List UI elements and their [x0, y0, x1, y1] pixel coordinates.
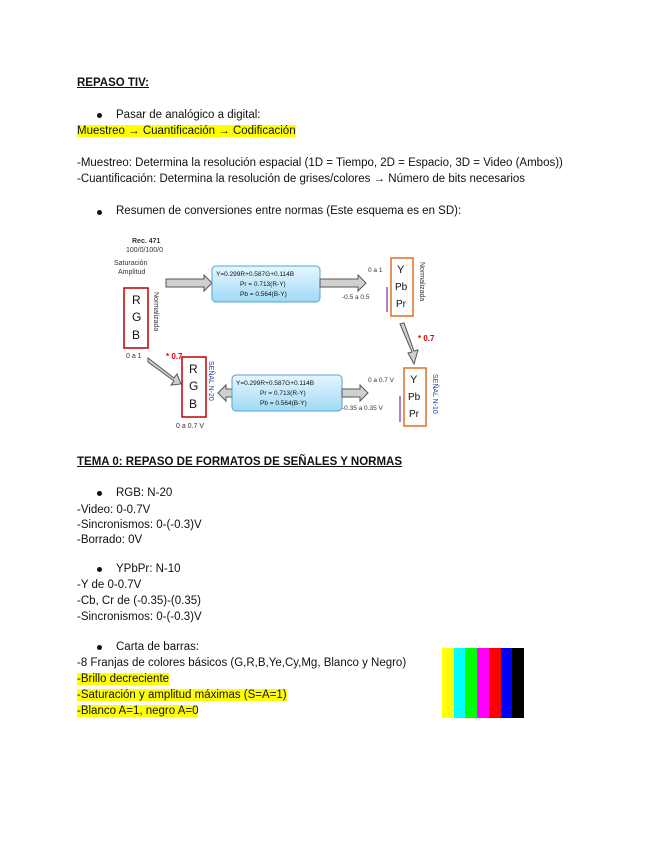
ypbpr-heading: YPbPr: N-10 — [116, 563, 181, 575]
ypbpr-line-2: -Cb, Cr de (-0.35)-(0.35) — [77, 595, 201, 607]
range-c-bottom: -0.35 a 0.35 V — [342, 405, 383, 412]
arrow-diagonal-left — [148, 358, 181, 385]
factor-right: * 0.7 — [418, 334, 435, 343]
eq-pr-top: Pr = 0.713(R-Y) — [240, 281, 286, 288]
eq-pb-bottom: Pb = 0.564(B-Y) — [260, 400, 307, 407]
bullet-dot — [97, 491, 102, 496]
range-y-bottom: 0 a 0.7 V — [368, 377, 395, 384]
eq-y-bottom: Y=0.299R+0.587G+0.114B — [236, 380, 315, 387]
rec-values: 100/0/100/0 — [126, 247, 163, 254]
carta-hl-2: -Saturación y amplitud máximas (S=A=1) — [77, 689, 287, 701]
saturacion-label: Saturación — [114, 260, 148, 267]
senal-n10-label: SEÑAL N-10 — [431, 374, 438, 414]
rgb2-r: R — [189, 362, 198, 376]
ypbpr2-y: Y — [410, 374, 418, 386]
color-bar — [477, 648, 489, 718]
arrow-bottom-right — [342, 385, 368, 401]
bullet-dot — [97, 645, 102, 650]
bullet-dot — [97, 567, 102, 572]
carta-hl-1-row — [77, 672, 169, 686]
carta-hl-2-row — [77, 688, 287, 702]
ypbpr2-pr: Pr — [409, 409, 419, 420]
eq-pb-top: Pb = 0.564(B-Y) — [240, 291, 287, 298]
ypbpr1-pr: Pr — [396, 299, 406, 310]
rgb2-b: B — [189, 397, 198, 411]
color-bar — [512, 648, 524, 718]
rgb-line-1: -Video: 0-0.7V — [77, 504, 151, 516]
rgb-line-3: -Borrado: 0V — [77, 534, 143, 546]
carta-hl-3: -Blanco A=1, negro A=0 — [77, 705, 199, 717]
eq-pr-bottom: Pr = 0.713(R-Y) — [260, 390, 306, 397]
color-bars — [442, 648, 524, 718]
rgb1-b: B — [132, 328, 141, 342]
ypbpr1-pb: Pb — [395, 282, 408, 293]
carta-hl-3-row — [77, 704, 198, 718]
conversion-diagram — [108, 232, 468, 432]
carta-line: -8 Franjas de colores básicos (G,R,B,Ye,Cy,Mg, Blanco y Negro) — [77, 657, 407, 669]
ypbpr2-pb: Pb — [408, 392, 421, 403]
bullet-analog-digital: Pasar de analógico a digital: — [116, 109, 261, 121]
carta-hl-1: -Brillo decreciente — [77, 673, 170, 685]
normalizada-label-2: Normalizada — [418, 262, 425, 302]
amplitud-label: Amplitud — [118, 269, 146, 276]
bullet-resumen: Resumen de conversiones entre normas (Este esquema es en SD): — [116, 205, 462, 217]
rgb2-g: G — [189, 379, 199, 393]
senal-n20-label: SEÑAL N-20 — [207, 361, 214, 401]
muestreo-line: -Muestreo: Determina la resolución espacial (1D = Tiempo, 2D = Espacio, 3D = Video (Ambos)) — [77, 157, 563, 169]
color-bar — [454, 648, 466, 718]
rgb-line-2: -Sincronismos: 0-(-0.3)V — [77, 519, 202, 531]
color-bar — [489, 648, 501, 718]
rec-title: Rec. 471 — [132, 238, 161, 245]
carta-heading: Carta de barras: — [116, 641, 200, 653]
color-bar — [501, 648, 513, 718]
bullet-dot — [97, 113, 102, 118]
arrow-bottom-left — [218, 385, 232, 401]
cuantificacion-line: -Cuantificación: Determina la resolución de grises/colores → Número de bits necesarios — [77, 173, 526, 185]
zero-one-label: 0 a 1 — [126, 353, 142, 360]
eq-y-top: Y=0.299R+0.587G+0.114B — [216, 271, 295, 278]
factor-left: * 0.7 — [166, 352, 183, 361]
conversion-chain-text: Muestreo → Cuantificación → Codificación — [77, 125, 296, 137]
arrow-top-right — [320, 275, 366, 291]
range-v-label: 0 a 0.7 V — [176, 423, 205, 430]
section-heading-tema0: TEMA 0: REPASO DE FORMATOS DE SEÑALES Y NORMAS — [77, 456, 403, 468]
ypbpr-line-3: -Sincronismos: 0-(-0.3)V — [77, 611, 202, 623]
color-bar — [442, 648, 454, 718]
normalizada-label: Normalizada — [152, 292, 159, 332]
rgb1-g: G — [132, 310, 142, 324]
range-c-top: -0.5 a 0.5 — [342, 294, 370, 301]
arrow-top-left — [166, 275, 212, 291]
conversion-chain — [77, 124, 296, 138]
rgb1-r: R — [132, 293, 141, 307]
range-y-top: 0 a 1 — [368, 267, 383, 274]
bullet-dot — [97, 210, 102, 215]
ypbpr-line-1: -Y de 0-0.7V — [77, 579, 142, 591]
color-bar — [465, 648, 477, 718]
arrow-diagonal-right — [400, 323, 418, 364]
rgb-heading: RGB: N-20 — [116, 487, 173, 499]
page-title: REPASO TIV: — [77, 77, 149, 89]
ypbpr1-y: Y — [397, 264, 405, 276]
